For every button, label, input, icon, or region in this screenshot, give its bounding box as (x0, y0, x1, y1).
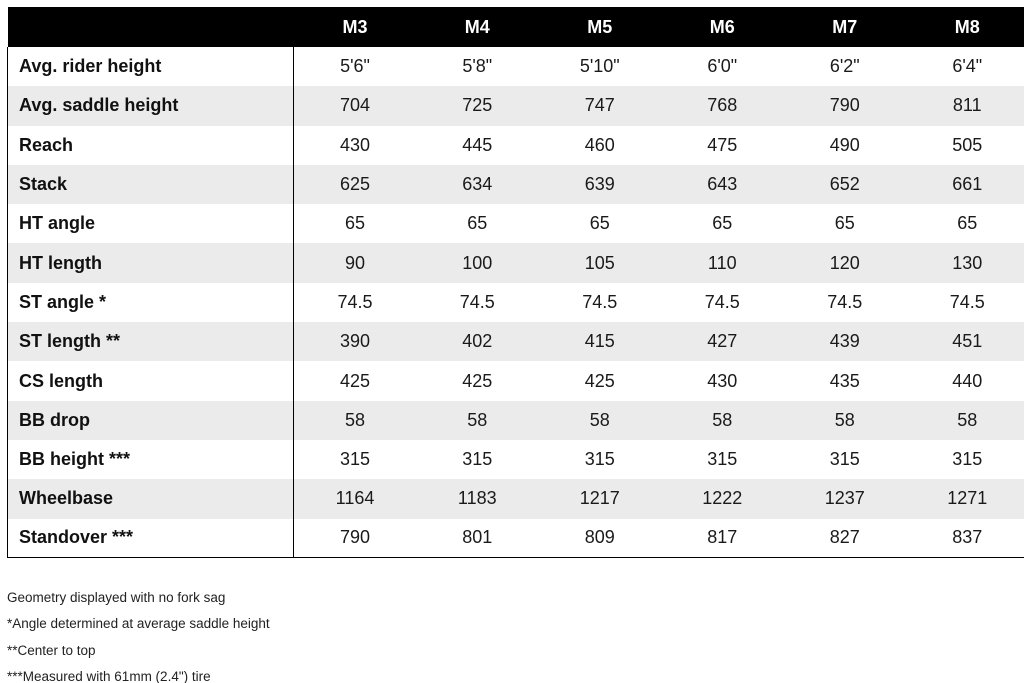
table-cell: 58 (906, 401, 1024, 440)
row-label: Standover *** (8, 519, 294, 558)
table-row (8, 126, 1024, 165)
table-cell: 105 (539, 243, 662, 282)
table-cell: 425 (339, 370, 371, 391)
row-label: CS length (8, 361, 294, 400)
footnote: **Center to top (7, 642, 96, 658)
table-cell: 430 (707, 370, 738, 391)
table-cell: 837 (906, 519, 1024, 558)
table-cell: 315 (952, 449, 983, 470)
table-cell: 65 (712, 213, 733, 234)
row-label: BB drop (8, 401, 294, 440)
table-cell: 1237 (784, 479, 907, 518)
table-cell: 74.5 (827, 291, 863, 312)
table-cell: 65 (467, 213, 488, 234)
table-cell: 809 (539, 519, 662, 558)
table-cell: 58 (784, 401, 907, 440)
table-cell: 445 (462, 134, 493, 155)
table-cell: 65 (834, 213, 855, 234)
table-cell: 768 (661, 86, 784, 125)
table-cell: 440 (952, 370, 983, 391)
row-label: Reach (8, 126, 294, 165)
table-row (8, 322, 1024, 361)
table-row (8, 479, 1024, 518)
table-row (8, 204, 1024, 243)
table-cell: 100 (416, 243, 539, 282)
table-cell: 315 (584, 449, 615, 470)
table-row (8, 361, 1024, 400)
table-cell: 652 (784, 165, 907, 204)
table-cell: 130 (906, 243, 1024, 282)
row-label: BB height *** (8, 440, 294, 479)
table-cell: 634 (416, 165, 539, 204)
table-cell: 74.5 (582, 291, 618, 312)
table-cell: 58 (294, 401, 417, 440)
row-label: HT angle (8, 204, 294, 243)
table-cell: 6'2" (829, 56, 860, 77)
table-cell: 1217 (539, 479, 662, 518)
table-cell: 120 (784, 243, 907, 282)
table-cell: 65 (957, 213, 978, 234)
size-header: M4 (416, 7, 539, 47)
table-cell: 90 (294, 243, 417, 282)
table-cell: 725 (416, 86, 539, 125)
row-label: Wheelbase (8, 479, 294, 518)
table-cell: 390 (294, 322, 417, 361)
size-header: M3 (294, 7, 417, 47)
geometry-table (7, 7, 1024, 558)
table-row (8, 165, 1024, 204)
table-row (8, 86, 1024, 125)
table-cell: 5'6" (340, 56, 370, 77)
footnotes (7, 585, 270, 683)
table-cell: 811 (906, 86, 1024, 125)
size-header: M7 (784, 7, 907, 47)
table-cell: 5'8" (462, 56, 493, 77)
table-cell: 817 (661, 519, 784, 558)
table-cell: 74.5 (337, 291, 373, 312)
size-header: M8 (906, 7, 1024, 47)
table-cell: 435 (829, 370, 860, 391)
table-cell: 425 (584, 370, 615, 391)
table-cell: 6'4" (952, 56, 983, 77)
table-cell: 74.5 (459, 291, 495, 312)
table-cell: 315 (339, 449, 371, 470)
table-cell: 58 (661, 401, 784, 440)
row-label: Avg. saddle height (8, 86, 294, 125)
table-cell: 1164 (294, 479, 417, 518)
table-cell: 6'0" (707, 56, 738, 77)
table-header-row (8, 7, 1024, 47)
table-cell: 460 (584, 134, 615, 155)
table-cell: 439 (784, 322, 907, 361)
size-header: M5 (539, 7, 662, 47)
table-cell: 643 (661, 165, 784, 204)
table-cell: 1222 (661, 479, 784, 518)
table-cell: 315 (829, 449, 860, 470)
table-cell: 505 (952, 134, 983, 155)
table-cell: 65 (344, 213, 366, 234)
table-cell: 315 (462, 449, 493, 470)
footnote: ***Measured with 61mm (2.4") tire (7, 668, 211, 683)
table-cell: 402 (416, 322, 539, 361)
table-row (8, 283, 1024, 322)
table-cell: 451 (906, 322, 1024, 361)
table-cell: 704 (294, 86, 417, 125)
table-cell: 639 (539, 165, 662, 204)
table-cell: 425 (462, 370, 493, 391)
row-label: Avg. rider height (8, 47, 294, 86)
table-cell: 315 (707, 449, 738, 470)
table-cell: 65 (589, 213, 610, 234)
row-label: ST length ** (8, 322, 294, 361)
row-label: HT length (8, 243, 294, 282)
footnote: *Angle determined at average saddle height (7, 616, 270, 632)
table-cell: 475 (707, 134, 738, 155)
table-cell: 790 (784, 86, 907, 125)
table-cell: 1271 (906, 479, 1024, 518)
table-row (8, 243, 1024, 282)
footnote: Geometry displayed with no fork sag (7, 590, 226, 605)
table-row (8, 401, 1024, 440)
header-corner-cell (8, 7, 294, 47)
table-cell: 74.5 (704, 291, 740, 312)
table-cell: 790 (294, 519, 417, 558)
table-cell: 1183 (416, 479, 539, 518)
table-cell: 801 (416, 519, 539, 558)
table-cell: 827 (784, 519, 907, 558)
table-row (8, 440, 1024, 479)
table-cell: 74.5 (949, 291, 985, 312)
table-cell: 58 (416, 401, 539, 440)
table-cell: 747 (539, 86, 662, 125)
table-cell: 430 (339, 134, 371, 155)
table-cell: 661 (906, 165, 1024, 204)
table-cell: 625 (294, 165, 417, 204)
row-label: ST angle * (8, 283, 294, 322)
table-row (8, 47, 1024, 86)
size-header: M6 (661, 7, 784, 47)
table-cell: 415 (539, 322, 662, 361)
table-cell: 58 (539, 401, 662, 440)
table-row (8, 519, 1024, 558)
table-cell: 490 (829, 134, 860, 155)
table-cell: 110 (661, 243, 784, 282)
table-cell: 427 (661, 322, 784, 361)
row-label: Stack (8, 165, 294, 204)
table-cell: 5'10" (579, 56, 620, 77)
